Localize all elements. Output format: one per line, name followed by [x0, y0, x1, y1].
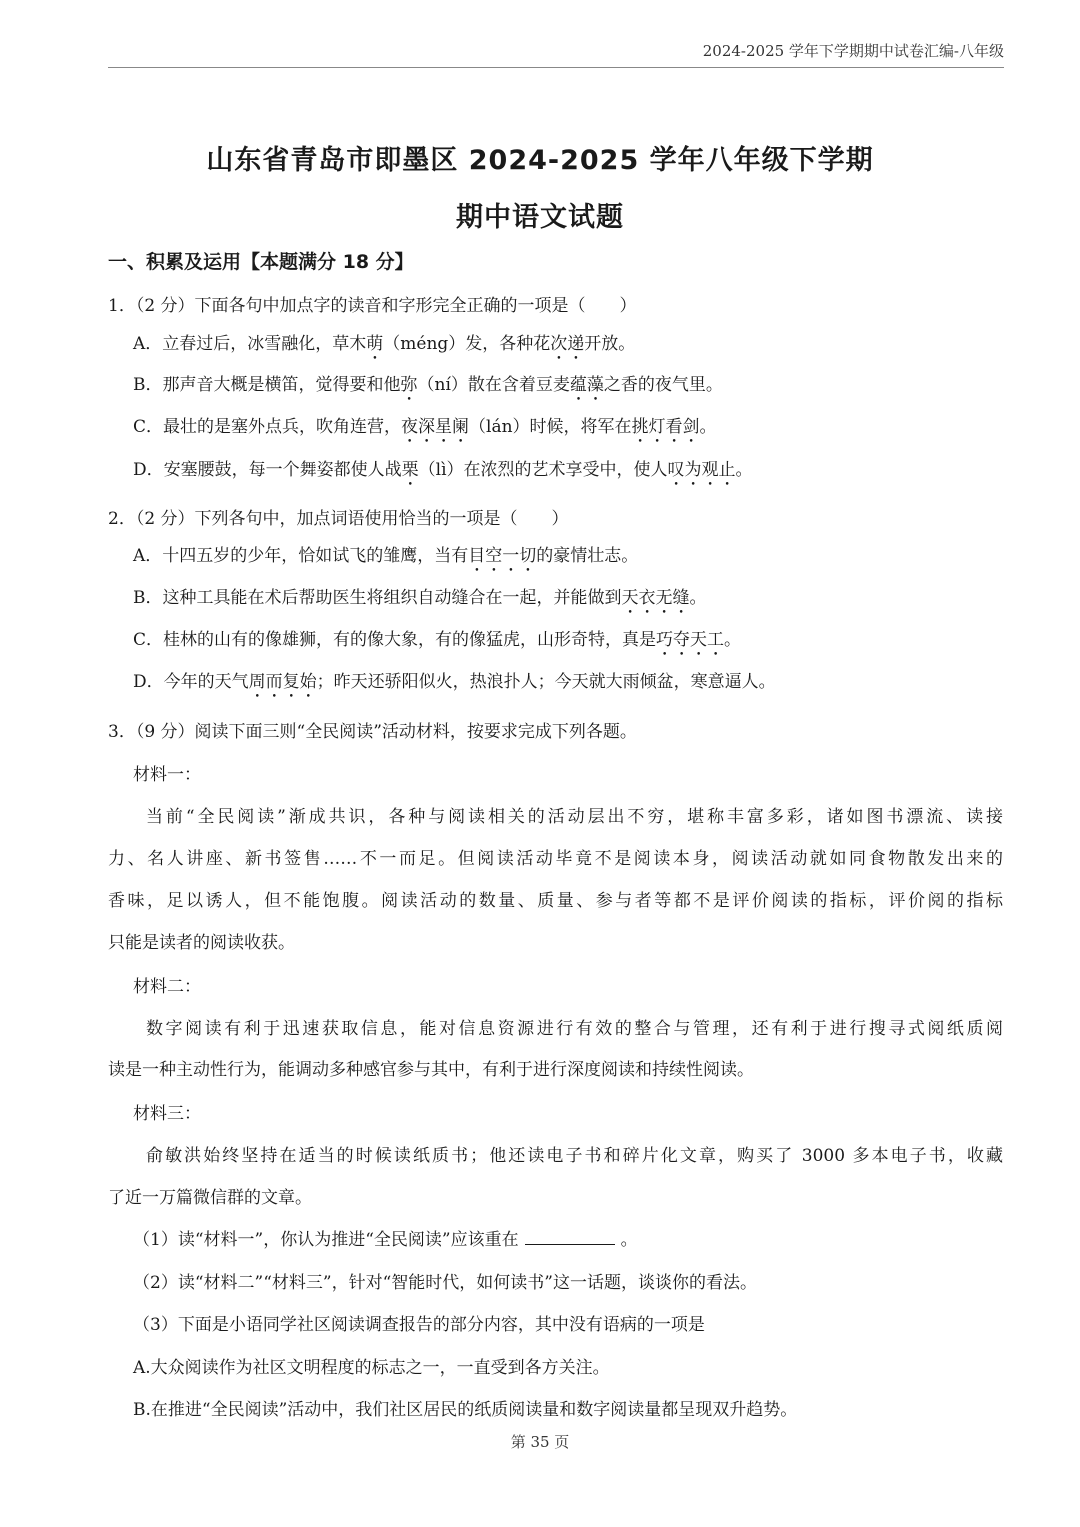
question-2-option-c: C．桂林的山有的像雄狮，有的像大象，有的像猛虎，山形奇特，真是巧夺天工。 — [133, 630, 742, 650]
material-3-line-1: 俞敏洪始终坚持在适当的时候读纸质书；他还读电子书和碎片化文章，购买了 3000 多本电子书，收藏 — [146, 1146, 1003, 1166]
question-1-option-b: B．那声音大概是横笛，觉得要和他弥（ní）散在含着豆麦蕴藻之香的夜气里。 — [133, 375, 723, 395]
section-heading: 一、积累及运用【本题满分 18 分】 — [108, 251, 414, 273]
question-1-option-d: D．安塞腰鼓，每一个舞姿都使人战栗（lì）在浓烈的艺术享受中，使人叹为观止。 — [133, 460, 753, 480]
material-2-line-2: 读是一种主动性行为，能调动多种感官参与其中，有利于进行深度阅读和持续性阅读。 — [108, 1060, 754, 1080]
exam-title-line2: 期中语文试题 — [456, 202, 624, 233]
material-1-label: 材料一： — [133, 765, 201, 785]
page-number: 第 35 页 — [510, 1433, 570, 1451]
material-3-line-2: 了近一万篇微信群的文章。 — [108, 1188, 312, 1208]
sub-question-3-option-b: B.在推进“全民阅读”活动中，我们社区居民的纸质阅读量和数字阅读量都呈现双升趋势。 — [133, 1400, 798, 1420]
question-1-stem: 1．（2 分）下面各句中加点字的读音和字形完全正确的一项是（ ） — [108, 296, 637, 316]
material-3-label: 材料三： — [133, 1104, 201, 1124]
sub-question-2: （2）读“材料二”“材料三”，针对“智能时代，如何读书”这一话题，谈谈你的看法。 — [133, 1273, 757, 1293]
sub-question-1: （1）读“材料一”，你认为推进“全民阅读”应该重在 。 — [133, 1230, 638, 1250]
header-divider — [108, 67, 1004, 68]
sub-question-3-option-a: A.大众阅读作为社区文明程度的标志之一，一直受到各方关注。 — [133, 1358, 610, 1378]
material-2-line-1: 数字阅读有利于迅速获取信息，能对信息资源进行有效的整合与管理，还有利于进行搜寻式阅纸质阅 — [146, 1019, 1003, 1039]
question-1-option-c: C．最壮的是塞外点兵，吹角连营，夜深星阑（lán）时候，将军在挑灯看剑。 — [133, 417, 717, 437]
sub-question-3: （3）下面是小语同学社区阅读调查报告的部分内容，其中没有语病的一项是 — [133, 1315, 705, 1335]
exam-title-line1: 山东省青岛市即墨区 2024-2025 学年八年级下学期 — [206, 145, 874, 176]
question-1-option-a: A．立春过后，冰雪融化，草木萌（méng）发，各种花次递开放。 — [133, 334, 636, 354]
material-1-line-4: 只能是读者的阅读收获。 — [108, 933, 295, 953]
question-2-stem: 2．（2 分）下列各句中，加点词语使用恰当的一项是（ ） — [108, 509, 569, 529]
question-2-option-b: B．这种工具能在术后帮助医生将组织自动缝合在一起，并能做到天衣无缝。 — [133, 588, 707, 608]
material-1-line-3: 香味，足以诱人，但不能饱腹。阅读活动的数量、质量、参与者等都不是评价阅读的指标，评价阅的指标 — [108, 891, 1003, 911]
question-3-stem: 3．（9 分）阅读下面三则“全民阅读”活动材料，按要求完成下列各题。 — [108, 722, 637, 742]
material-2-label: 材料二： — [133, 977, 201, 997]
material-1-line-2: 力、名人讲座、新书签售……不一而足。但阅读活动毕竟不是阅读本身，阅读活动就如同食物散发出来的 — [108, 849, 1003, 869]
question-2-option-a: A．十四五岁的少年，恰如试飞的雏鹰，当有目空一切的豪情壮志。 — [133, 546, 639, 566]
answer-blank[interactable] — [525, 1228, 615, 1245]
page-header: 2024-2025 学年下学期期中试卷汇编-八年级 — [702, 42, 1004, 60]
material-1-line-1: 当前“全民阅读”渐成共识，各种与阅读相关的活动层出不穷，堪称丰富多彩，诸如图书漂流、读接 — [146, 807, 1003, 827]
question-2-option-d: D．今年的天气周而复始；昨天还骄阳似火，热浪扑人；今天就大雨倾盆，寒意逼人。 — [133, 672, 776, 692]
